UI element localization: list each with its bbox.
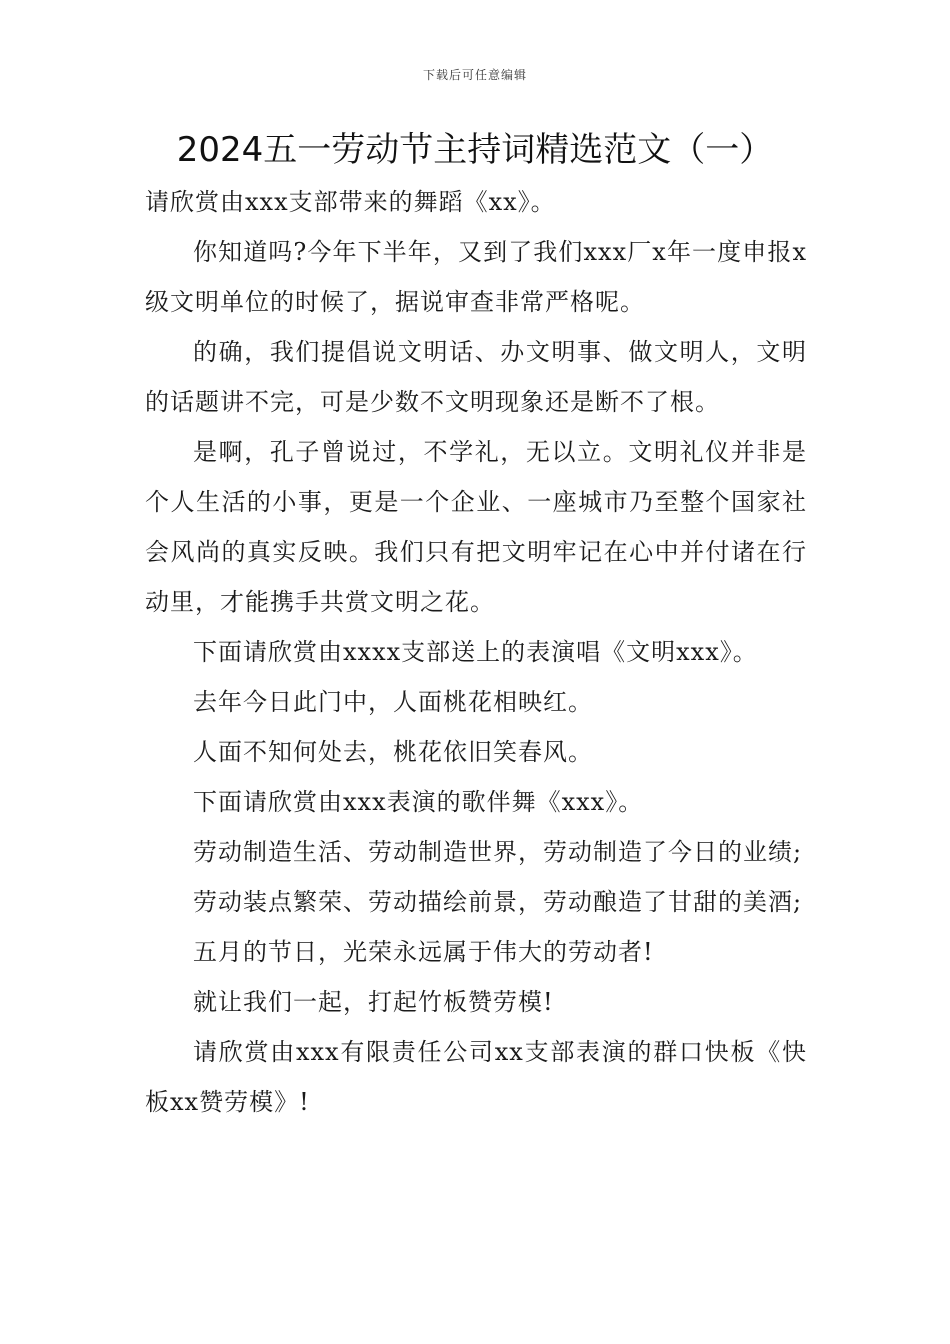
document-body — [145, 177, 807, 1127]
header-note: 下载后可任意编辑 — [422, 68, 527, 82]
document-title: 2024五一劳动节主持词精选范文（一） — [176, 130, 774, 170]
paragraph: 五月的节日，光荣永远属于伟大的劳动者! — [193, 938, 654, 966]
paragraph: 你知道吗?今年下半年，又到了我们xxx厂x年一度申报x级文明单位的时候了，据说审查非常严格呢。 — [145, 238, 807, 316]
paragraph: 就让我们一起，打起竹板赞劳模! — [193, 988, 554, 1016]
paragraph: 是啊，孔子曾说过，不学礼，无以立。文明礼仪并非是个人生活的小事，更是一个企业、一座城市乃至整个国家社会风尚的真实反映。我们只有把文明牢记在心中并付诸在行动里，才能携手共赏文明之花。 — [145, 438, 807, 616]
paragraph: 请欣赏由xxx支部带来的舞蹈《xx》。 — [145, 188, 556, 216]
paragraph: 请欣赏由xxx有限责任公司xx支部表演的群口快板《快板xx赞劳模》! — [145, 1038, 807, 1116]
paragraph: 人面不知何处去，桃花依旧笑春风。 — [193, 738, 593, 766]
paragraph: 下面请欣赏由xxx表演的歌伴舞《xxx》。 — [193, 788, 644, 816]
paragraph: 下面请欣赏由xxxx支部送上的表演唱《文明xxx》。 — [193, 638, 758, 666]
paragraph: 劳动制造生活、劳动制造世界，劳动制造了今日的业绩; — [193, 838, 803, 866]
paragraph: 劳动装点繁荣、劳动描绘前景，劳动酿造了甘甜的美酒; — [193, 888, 803, 916]
paragraph: 的确，我们提倡说文明话、办文明事、做文明人，文明的话题讲不完，可是少数不文明现象还是断不了根。 — [145, 338, 807, 416]
paragraph: 去年今日此门中，人面桃花相映红。 — [193, 688, 593, 716]
